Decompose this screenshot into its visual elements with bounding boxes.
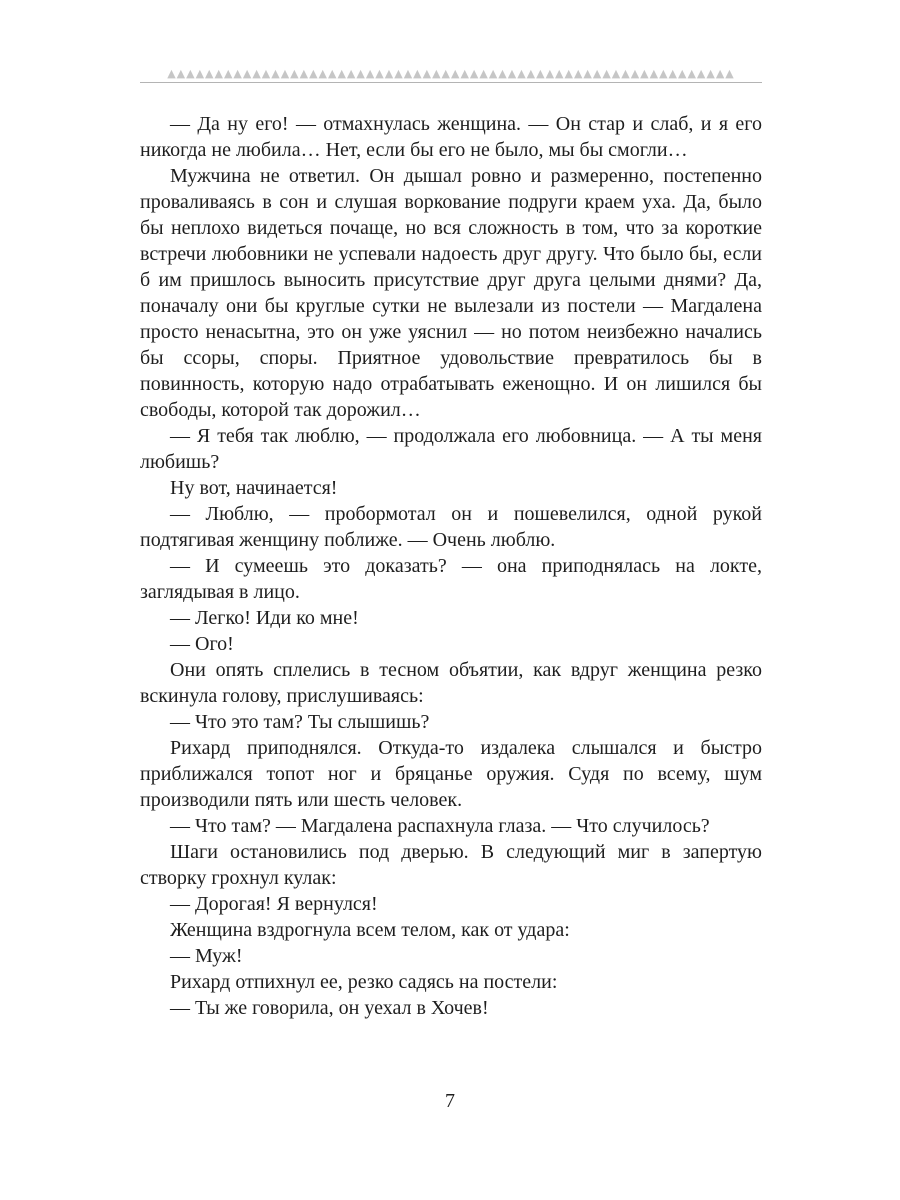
paragraph: — Да ну его! — отмахнулась женщина. — Он стар и слаб, и я его никогда не любила… Нет, если бы его не было, мы бы смогли… (140, 113, 762, 161)
page-number: 7 (445, 1090, 455, 1112)
paragraph: — Муж! (170, 945, 243, 967)
paragraph: Шаги остановились под дверью. В следующий миг в запертую створку грохнул кулак: (140, 841, 762, 889)
paragraph: — Люблю, — пробормотал он и пошевелился, одной рукой подтягивая женщину поближе. — Очень люблю. (140, 503, 762, 551)
paragraph: Мужчина не ответил. Он дышал ровно и размеренно, постепенно проваливаясь в сон и слушая воркование подруги краем уха. Да, было бы неплохо видеться почаще, но вся сложность в том, что за короткие встречи любовники не успевали надоесть друг другу. Что было бы, если б им пришлось выносить присутствие друг друга целыми днями? Да, поначалу они бы круглые сутки не вылезали из постели — Магдалена просто ненасытна, это он уже уяснил — но потом неизбежно начались бы ссоры, споры. Приятное удовольствие превратилось бы в повинность, которую надо отрабатывать еженощно. И он лишился бы свободы, которой так дорожил… (140, 165, 762, 421)
triangle-ornament-icon: ▲▲▲▲▲▲▲▲▲▲▲▲▲▲▲▲▲▲▲▲▲▲▲▲▲▲▲▲▲▲▲▲▲▲▲▲▲▲▲▲▲▲▲▲▲▲▲▲▲▲▲▲▲▲▲▲▲▲▲▲ (167, 67, 735, 80)
paragraph: Женщина вздрогнула всем телом, как от удара: (170, 919, 570, 941)
paragraph: — Дорогая! Я вернулся! (170, 893, 378, 915)
ornament-band (140, 67, 762, 83)
paragraph: — И сумеешь это доказать? — она приподнялась на локте, заглядывая в лицо. (140, 555, 762, 603)
paragraph: Они опять сплелись в тесном объятии, как вдруг женщина резко вскинула голову, прислушиваясь: (140, 659, 762, 707)
paragraph: — Легко! Иди ко мне! (170, 607, 359, 629)
paragraph: — Ого! (170, 633, 234, 655)
paragraph: Ну вот, начинается! (170, 477, 338, 499)
paragraph: — Что там? — Магдалена распахнула глаза. — Что случилось? (170, 815, 710, 837)
paragraph: — Я тебя так люблю, — продолжала его любовница. — А ты меня любишь? (140, 425, 762, 473)
text-block (140, 111, 762, 1021)
paragraph: — Ты же говорила, он уехал в Хочев! (170, 997, 489, 1019)
paragraph: — Что это там? Ты слышишь? (170, 711, 430, 733)
ornament-rule (140, 82, 762, 83)
paragraph: Рихард отпихнул ее, резко садясь на постели: (170, 971, 558, 993)
paragraph: Рихард приподнялся. Откуда-то издалека слышался и быстро приближался топот ног и бряцанье оружия. Судя по всему, шум производили пять или шесть человек. (140, 737, 762, 811)
